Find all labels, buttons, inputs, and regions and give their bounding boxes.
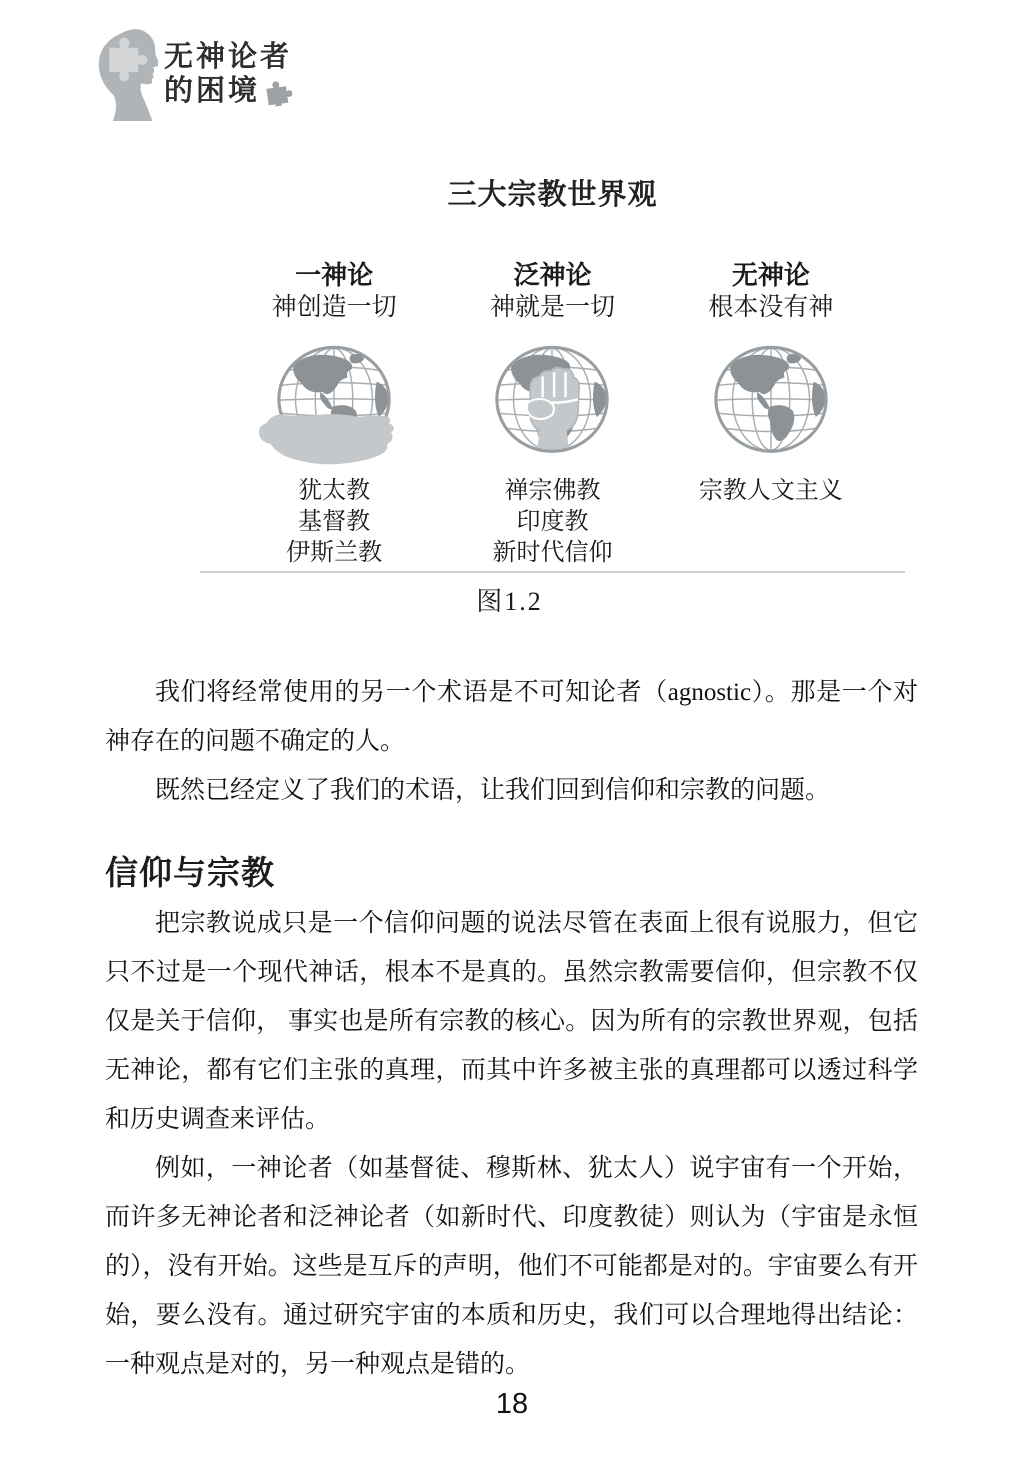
head-profile-puzzle-icon [96, 26, 158, 122]
list-item: 印度教 [516, 509, 589, 535]
column-subtitle: 神创造一切 [271, 294, 397, 321]
book-title [164, 40, 292, 108]
paragraph: 把宗教说成只是一个信仰问题的说法尽管在表面上很有说服力，但它只不过是一个现代神话，根本不是真的。虽然宗教需要信仰，但宗教不仅仅是关于信仰， 事实也是所有宗教的核心。因为所有的宗教世界观，包括无神论，都有它们主张的真理，而其中许多被主张的真理都可以透过科学和历史调查来评估。 [105, 910, 918, 1133]
globe-in-hand-icon [255, 340, 413, 470]
column-items [662, 476, 880, 507]
list-item: 犹太教 [298, 478, 371, 504]
figure-column-pantheism [443, 260, 661, 569]
list-item: 新时代信仰 [492, 540, 613, 566]
figure-column-theism [225, 260, 443, 569]
page-body [105, 668, 918, 1389]
puzzle-piece-icon [263, 78, 293, 108]
paragraph: 既然已经定义了我们的术语，让我们回到信仰和宗教的问题。 [155, 777, 831, 804]
page-number: 18 [495, 1388, 529, 1420]
list-item: 基督教 [298, 509, 371, 535]
figure-caption: 图1.2 [476, 587, 543, 616]
column-subtitle: 神就是一切 [489, 294, 615, 321]
list-item: 宗教人文主义 [698, 478, 843, 504]
list-item: 禅宗佛教 [504, 478, 601, 504]
book-logo [96, 26, 292, 122]
list-item: 伊斯兰教 [286, 540, 383, 566]
column-name: 一神论 [295, 261, 374, 290]
column-items [225, 476, 443, 569]
paragraph: 我们将经常使用的另一个术语是不可知论者（agnostic）。那是一个对神存在的问题不确定的人。 [105, 679, 918, 755]
figure-column-atheism [662, 260, 880, 569]
column-items [443, 476, 661, 569]
section-heading: 信仰与宗教 [105, 854, 275, 891]
figure-title: 三大宗教世界观 [447, 179, 658, 211]
column-name: 泛神论 [513, 261, 592, 290]
globe-icon [692, 340, 850, 470]
book-title-line1: 无神论者 [164, 41, 293, 73]
figure-divider [200, 571, 905, 573]
figure-1-2 [225, 178, 880, 618]
column-name: 无神论 [731, 261, 810, 290]
paragraph: 例如，一神论者（如基督徒、穆斯林、犹太人）说宇宙有一个开始，而许多无神论者和泛神论者（如新时代、印度教徒）则认为（宇宙是永恒的），没有开始。这些是互斥的声明，他们不可能都是对的。宇宙要么有开始，要么没有。通过研究宇宙的本质和历史，我们可以合理地得出结论：一种观点是对的，另一种观点是错的。 [105, 1155, 918, 1378]
book-title-line2: 的困境 [164, 75, 261, 107]
column-subtitle: 根本没有神 [708, 294, 834, 321]
globe-fist-icon [473, 340, 631, 470]
